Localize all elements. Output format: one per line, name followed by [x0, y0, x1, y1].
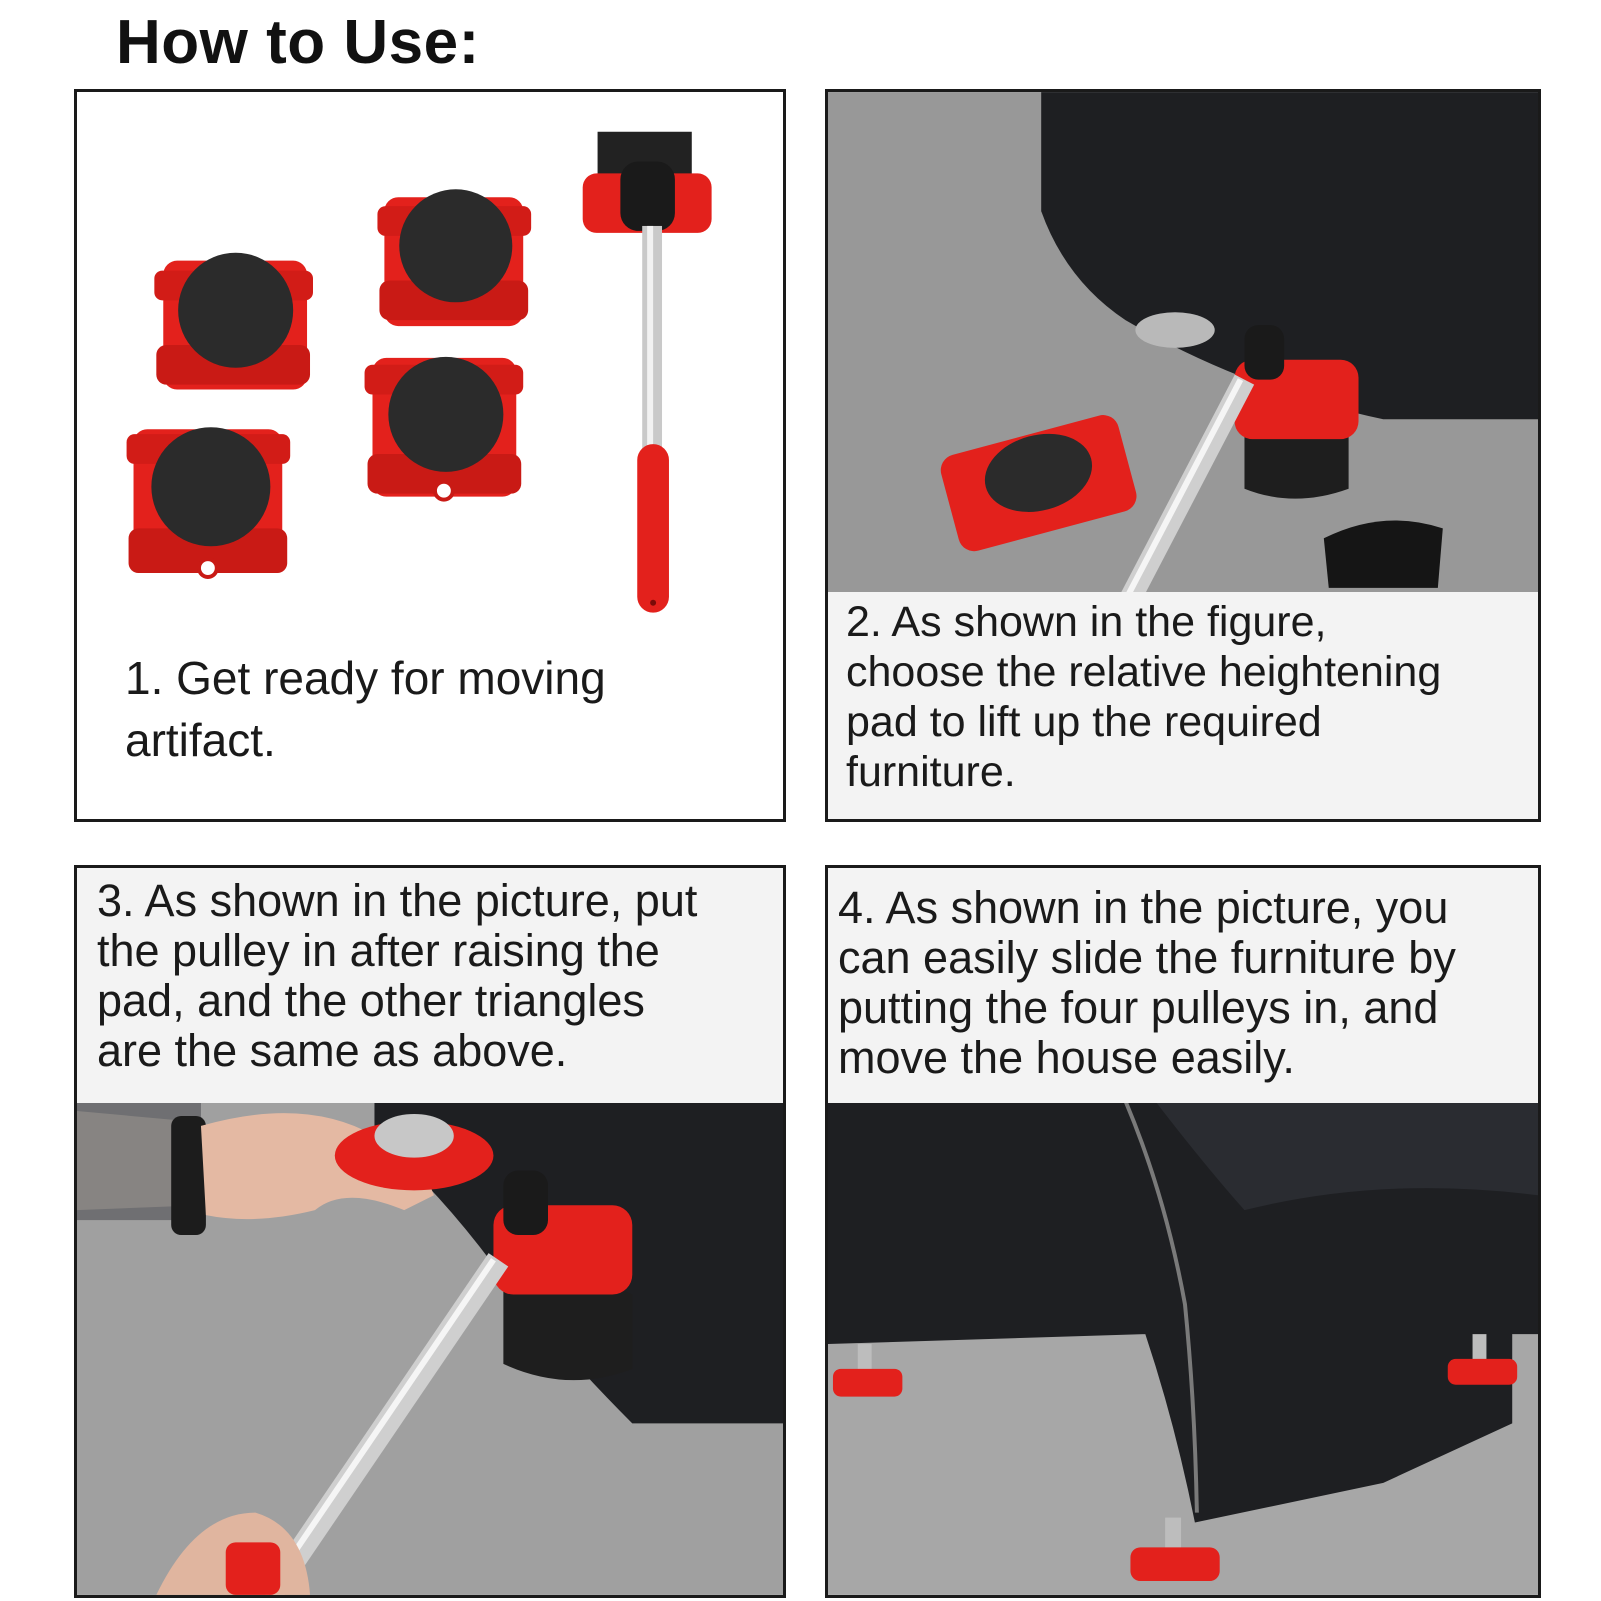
step-3-caption: 3. As shown in the picture, put the pulley in after raising the pad, and the other triangles are the same as above. [97, 875, 698, 1076]
step-4-caption: 4. As shown in the picture, you can easily slide the furniture by putting the four pulleys in, and move the house easily. [838, 882, 1456, 1083]
step-1-panel [74, 89, 786, 822]
slider-pad-2 [377, 189, 531, 326]
step-2-caption: 2. As shown in the figure, choose the relative heightening pad to lift up the required furniture. [846, 598, 1442, 796]
step-2-panel [825, 89, 1541, 822]
slider-pad-1 [154, 253, 313, 390]
step-1-caption: 1. Get ready for moving artifact. [125, 652, 606, 766]
slider-pad-3 [127, 427, 291, 577]
step-3-panel [74, 865, 786, 1598]
step-4-panel [825, 865, 1541, 1598]
slider-pad-4 [365, 357, 524, 500]
page-title: How to Use: [116, 8, 480, 77]
